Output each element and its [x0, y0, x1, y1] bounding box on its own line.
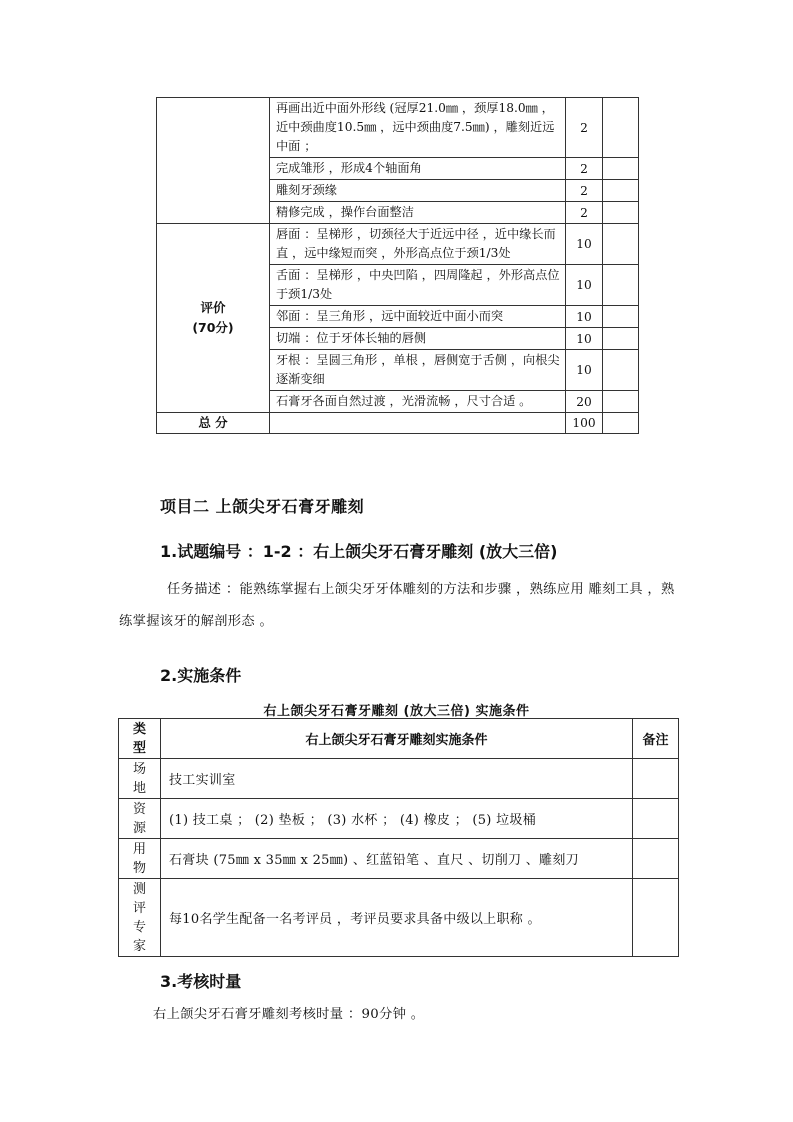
table-row [119, 879, 679, 957]
score-cell [603, 202, 639, 224]
row-type-char: 地 [132, 780, 146, 796]
project-title: 项目二 上颌尖牙石膏牙雕刻 [160, 497, 365, 516]
criterion-points: 10 [566, 328, 603, 350]
row-note [633, 799, 679, 839]
criterion-points: 2 [566, 158, 603, 180]
row-type [119, 799, 161, 839]
group-label-line2: (70分) [192, 320, 234, 335]
row-type-char: 场 [132, 761, 146, 777]
section2-title: 2.实施条件 [160, 666, 242, 685]
row-content: (1) 技工桌 ； (2) 垫板 ； (3) 水杯 ； (4) 橡皮 ； (5) 垃圾桶 [161, 799, 633, 839]
header-main: 右上颌尖牙石膏牙雕刻实施条件 [161, 719, 633, 759]
row-type-char: 测 [132, 881, 146, 897]
criterion-points: 2 [566, 180, 603, 202]
table-row [119, 759, 679, 799]
criterion-text: 精修完成 ，操作台面整洁 [270, 202, 566, 224]
score-cell [603, 306, 639, 328]
criterion-text: 舌面 ：呈梯形 ，中央凹陷 ，四周隆起 ，外形高点位于颈1/3处 [270, 265, 566, 306]
score-cell [603, 350, 639, 391]
header-type-line2: 型 [132, 740, 146, 756]
criterion-text: 完成雏形 ，形成4个轴面角 [270, 158, 566, 180]
group-cell-empty [157, 98, 270, 224]
score-cell [603, 158, 639, 180]
table-row [157, 224, 639, 265]
total-row [157, 413, 639, 434]
criterion-text: 邻面 ：呈三角形 ，远中面较近中面小而突 [270, 306, 566, 328]
row-type-char: 源 [132, 820, 146, 836]
score-cell [603, 98, 639, 158]
row-note [633, 759, 679, 799]
score-cell [603, 224, 639, 265]
evaluation-group-label [157, 224, 270, 413]
criterion-points: 2 [566, 98, 603, 158]
table-header-row [119, 719, 679, 759]
row-content: 石膏块 (75㎜ x 35㎜ x 25㎜) 、红蓝铅笔 、直尺 、切削刀 、雕刻刀 [161, 839, 633, 879]
header-note: 备注 [633, 719, 679, 759]
criterion-points: 10 [566, 306, 603, 328]
criterion-text: 切端 ：位于牙体长轴的唇侧 [270, 328, 566, 350]
table-row [119, 839, 679, 879]
criterion-text: 再画出近中面外形线 (冠厚21.0㎜ ，颈厚18.0㎜ ，近中颈曲度10.5㎜ ，远中颈曲度7.5㎜) ，雕刻近远中面 ； [270, 98, 566, 158]
row-note [633, 839, 679, 879]
row-type-char: 专 [132, 919, 146, 935]
criterion-points: 10 [566, 224, 603, 265]
criterion-text: 唇面 ：呈梯形 ，切颈径大于近远中径 ，近中缘长而直 ，远中缘短而突 ，外形高点位于颈1/3处 [270, 224, 566, 265]
criterion-points: 10 [566, 350, 603, 391]
criterion-text: 石膏牙各面自然过渡 ，光滑流畅 ，尺寸合适 。 [270, 391, 566, 413]
row-type-char: 物 [132, 860, 146, 876]
table-row [157, 98, 639, 158]
row-type [119, 839, 161, 879]
conditions-caption: 右上颌尖牙石膏牙雕刻 (放大三倍) 实施条件 [263, 704, 530, 719]
row-type [119, 879, 161, 957]
row-type-char: 资 [132, 801, 146, 817]
criterion-points: 10 [566, 265, 603, 306]
criterion-points: 20 [566, 391, 603, 413]
criterion-text: 牙根 ：呈圆三角形 ，单根 ，唇侧宽于舌侧 ，向根尖逐渐变细 [270, 350, 566, 391]
group-label-line1: 评价 [200, 300, 226, 315]
row-type [119, 759, 161, 799]
header-type [119, 719, 161, 759]
row-content: 技工实训室 [161, 759, 633, 799]
section1-title: 1.试题编号 ：1-2 ：右上颌尖牙石膏牙雕刻 (放大三倍) [160, 542, 558, 561]
score-cell [603, 391, 639, 413]
score-table [156, 97, 639, 434]
exam-time-text: 右上颌尖牙石膏牙雕刻考核时量 ：90分钟 。 [153, 1007, 425, 1022]
score-cell [603, 180, 639, 202]
total-label: 总 分 [157, 413, 270, 434]
criterion-points: 2 [566, 202, 603, 224]
conditions-table [118, 718, 679, 957]
total-points: 100 [566, 413, 603, 434]
score-cell [603, 265, 639, 306]
score-cell [603, 328, 639, 350]
section3-title: 3.考核时量 [160, 972, 242, 991]
task-description: 任务描述 ：能熟练掌握右上颌尖牙牙体雕刻的方法和步骤 ，熟练应用 雕刻工具 ，熟练掌握该牙的解剖形态 。 [119, 582, 675, 629]
row-type-char: 评 [132, 900, 146, 916]
criterion-text: 雕刻牙颈缘 [270, 180, 566, 202]
row-note [633, 879, 679, 957]
row-type-char: 用 [132, 841, 146, 857]
table-row [119, 799, 679, 839]
total-empty-cell [270, 413, 566, 434]
header-type-line1: 类 [132, 721, 146, 737]
row-type-char: 家 [132, 938, 146, 954]
row-content: 每10名学生配备一名考评员 ，考评员要求具备中级以上职称 。 [161, 879, 633, 957]
total-score-cell [603, 413, 639, 434]
